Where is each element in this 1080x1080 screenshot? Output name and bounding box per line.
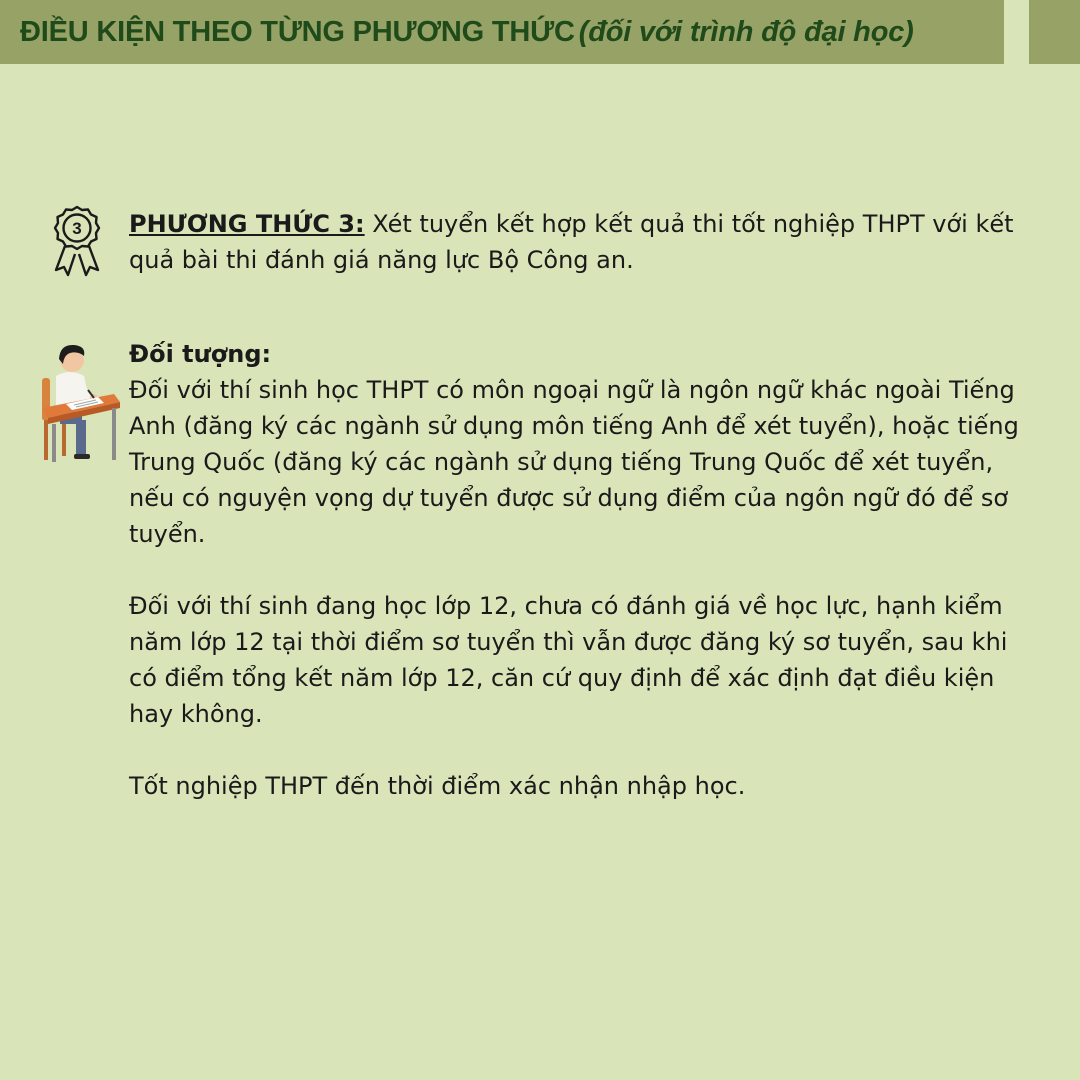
method-section bbox=[129, 206, 1029, 278]
target-paragraph-1: Đối với thí sinh học THPT có môn ngoại ngữ là ngôn ngữ khác ngoài Tiếng Anh (đăng ký các ngành sử dụng môn tiếng Anh để xét tuyển), hoặc tiếng Trung Quốc (đăng ký các ngành sử dụng tiếng Trung Quốc để xét tuyển, nếu có nguyện vọng dự tuyển được sử dụng điểm của ngôn ngữ đó để sơ tuyển. bbox=[129, 376, 1019, 548]
target-paragraph-3: Tốt nghiệp THPT đến thời điểm xác nhận nhập học. bbox=[129, 772, 746, 800]
page-title bbox=[20, 16, 914, 49]
target-section bbox=[129, 336, 1029, 804]
page-title-main: ĐIỀU KIỆN THEO TỪNG PHƯƠNG THỨC bbox=[20, 15, 575, 48]
student-writing-icon bbox=[36, 342, 122, 466]
method-label: PHƯƠNG THỨC 3: bbox=[129, 210, 365, 238]
award-badge-number: 3 bbox=[72, 219, 82, 238]
page-title-italic: (đối với trình độ đại học) bbox=[578, 15, 914, 48]
method-description: Xét tuyển kết hợp kết quả thi tốt nghiệp THPT với kết quả bài thi đánh giá năng lực Bộ Công an. bbox=[129, 210, 1014, 274]
award-ribbon-icon bbox=[48, 204, 106, 278]
target-paragraph-2: Đối với thí sinh đang học lớp 12, chưa có đánh giá về học lực, hạnh kiểm năm lớp 12 tại thời điểm sơ tuyển thì vẫn được đăng ký sơ tuyển, sau khi có điểm tổng kết năm lớp 12, căn cứ quy định để xác định đạt điều kiện hay không. bbox=[129, 592, 1008, 728]
header-bar bbox=[0, 0, 1004, 64]
target-heading: Đối tượng: bbox=[129, 340, 272, 368]
header-accent-square bbox=[1029, 0, 1080, 64]
method-paragraph bbox=[129, 206, 1029, 278]
